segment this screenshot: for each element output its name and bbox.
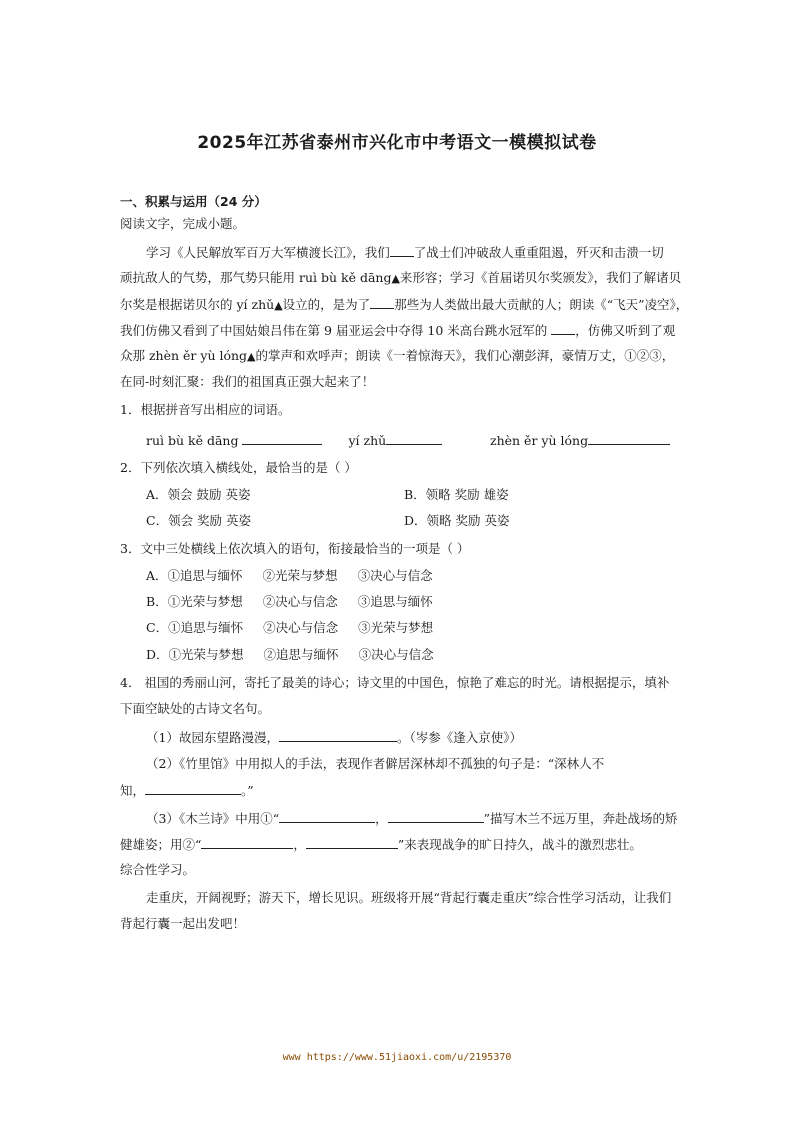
page-title: 2025年江苏省泰州市兴化市中考语文一模模拟试卷: [197, 133, 597, 153]
passage-line-5: 众那 zhèn ěr yù lóng▲的掌声和欢呼声；朗读《一着惊海天》，我们心潮彭湃，豪情万丈，①②③，: [120, 348, 675, 363]
q4-answer-1[interactable]: [279, 727, 397, 742]
blank-3[interactable]: [551, 320, 575, 335]
passage-line-4: 我们仿佛又看到了中国姑娘吕伟在第 9 届亚运会中夺得 10 米高台跳水冠军的 ，仿佛又听到了观: [120, 320, 675, 341]
q3-option-c[interactable]: C．①追思与缅怀 ②决心与信念 ③光荣与梦想: [146, 620, 434, 635]
triangle-mark: ▲: [274, 299, 283, 312]
passage-line-1: 学习《人民解放军百万大军横渡长江》，我们 了战士们冲破敌人重重阻遏，歼灭和击溃一切: [146, 242, 664, 263]
q4-answer-3b[interactable]: [388, 808, 484, 823]
q1-answers: ruì bù kě dāng yí zhǔ: [146, 430, 442, 451]
passage-line-2: 顽抗敌人的气势，那气势只能用 ruì bù kě dāng▲来形容；学习《首届诺贝尔奖颁发》，我们了解诸贝: [120, 270, 682, 285]
comprehensive-para-2: 背起行囊一起出发吧！: [120, 916, 246, 931]
q4-answer-2[interactable]: [145, 780, 241, 795]
q4-sub-2: （2）《竹里馆》中用拟人的手法，表现作者僻居深林却不孤独的句子是：“深林人不: [146, 756, 605, 771]
q2-option-c[interactable]: C．领会 奖励 英姿: [146, 513, 252, 528]
q4-answer-3c[interactable]: [201, 834, 293, 849]
passage-line-6: 在同-时刻汇聚：我们的祖国真正强大起来了！: [120, 374, 375, 389]
q1-answer-2[interactable]: [386, 430, 442, 445]
q4-stem-2: 下面空缺处的古诗文名句。: [120, 701, 271, 716]
q1-answer-3-wrap: zhèn ěr yù lóng: [490, 430, 670, 451]
q3-option-d[interactable]: D．①光荣与梦想 ②追思与缅怀 ③决心与信念: [146, 647, 434, 662]
q2-stem: 2．下列依次填入横线处，最恰当的是（ ）: [120, 460, 357, 475]
q1-answer-1[interactable]: [242, 430, 322, 445]
comprehensive-label: 综合性学习。: [120, 862, 196, 877]
q2-option-b[interactable]: B．领略 奖励 雄姿: [404, 487, 509, 502]
q2-option-d[interactable]: D．领略 奖励 英姿: [404, 513, 510, 528]
footer-url[interactable]: www https://www.51jiaoxi.com/u/2195370: [282, 1052, 512, 1063]
section-intro: 阅读文字，完成小题。: [120, 216, 246, 231]
q2-option-a[interactable]: A．领会 鼓励 英姿: [146, 487, 251, 502]
triangle-mark: ▲: [391, 272, 400, 285]
q4-sub-1: （1）故园东望路漫漫， 。（岑参《逢入京使》）: [146, 727, 522, 748]
q1-answer-3[interactable]: [588, 430, 670, 445]
q3-stem: 3．文中三处横线上依次填入的语句，衔接最恰当的一项是（ ）: [120, 541, 470, 556]
blank-1[interactable]: [390, 242, 414, 257]
q4-stem-1: 4． 祖国的秀丽山河，寄托了最美的诗心；诗文里的中国色，惊艳了难忘的时光。请根据提示，填补: [120, 675, 670, 690]
q1-stem: 1．根据拼音写出相应的词语。: [120, 402, 291, 417]
comprehensive-para-1: 走重庆，开阔视野；游天下，增长见识。班级将开展“背起行囊走重庆”综合性学习活动，让我们: [146, 890, 672, 905]
section-heading: 一、积累与运用（24 分）: [120, 194, 267, 209]
triangle-mark: ▲: [247, 350, 256, 363]
q4-sub-3: （3）《木兰诗》中用①“ ， ”描写木兰不远万里，奔赴战场的矫: [146, 808, 678, 829]
q4-sub-2-line2: 知， 。”: [120, 780, 254, 801]
blank-2[interactable]: [370, 294, 394, 309]
q3-option-a[interactable]: A．①追思与缅怀 ②光荣与梦想 ③决心与信念: [146, 568, 433, 583]
passage-line-3: 尔奖是根据诺贝尔的 yí zhǔ▲设立的，是为了 那些为人类做出最大贡献的人；朗读《“飞天”凌空》，: [120, 294, 688, 316]
q4-sub-3-line2: 健雄姿；用②“ ， ”来表现战争的旷日持久，战斗的激烈悲壮。: [120, 834, 642, 855]
q4-answer-3d[interactable]: [306, 834, 398, 849]
q3-option-b[interactable]: B．①光荣与梦想 ②决心与信念 ③追思与缅怀: [146, 594, 433, 609]
q4-answer-3a[interactable]: [279, 808, 375, 823]
